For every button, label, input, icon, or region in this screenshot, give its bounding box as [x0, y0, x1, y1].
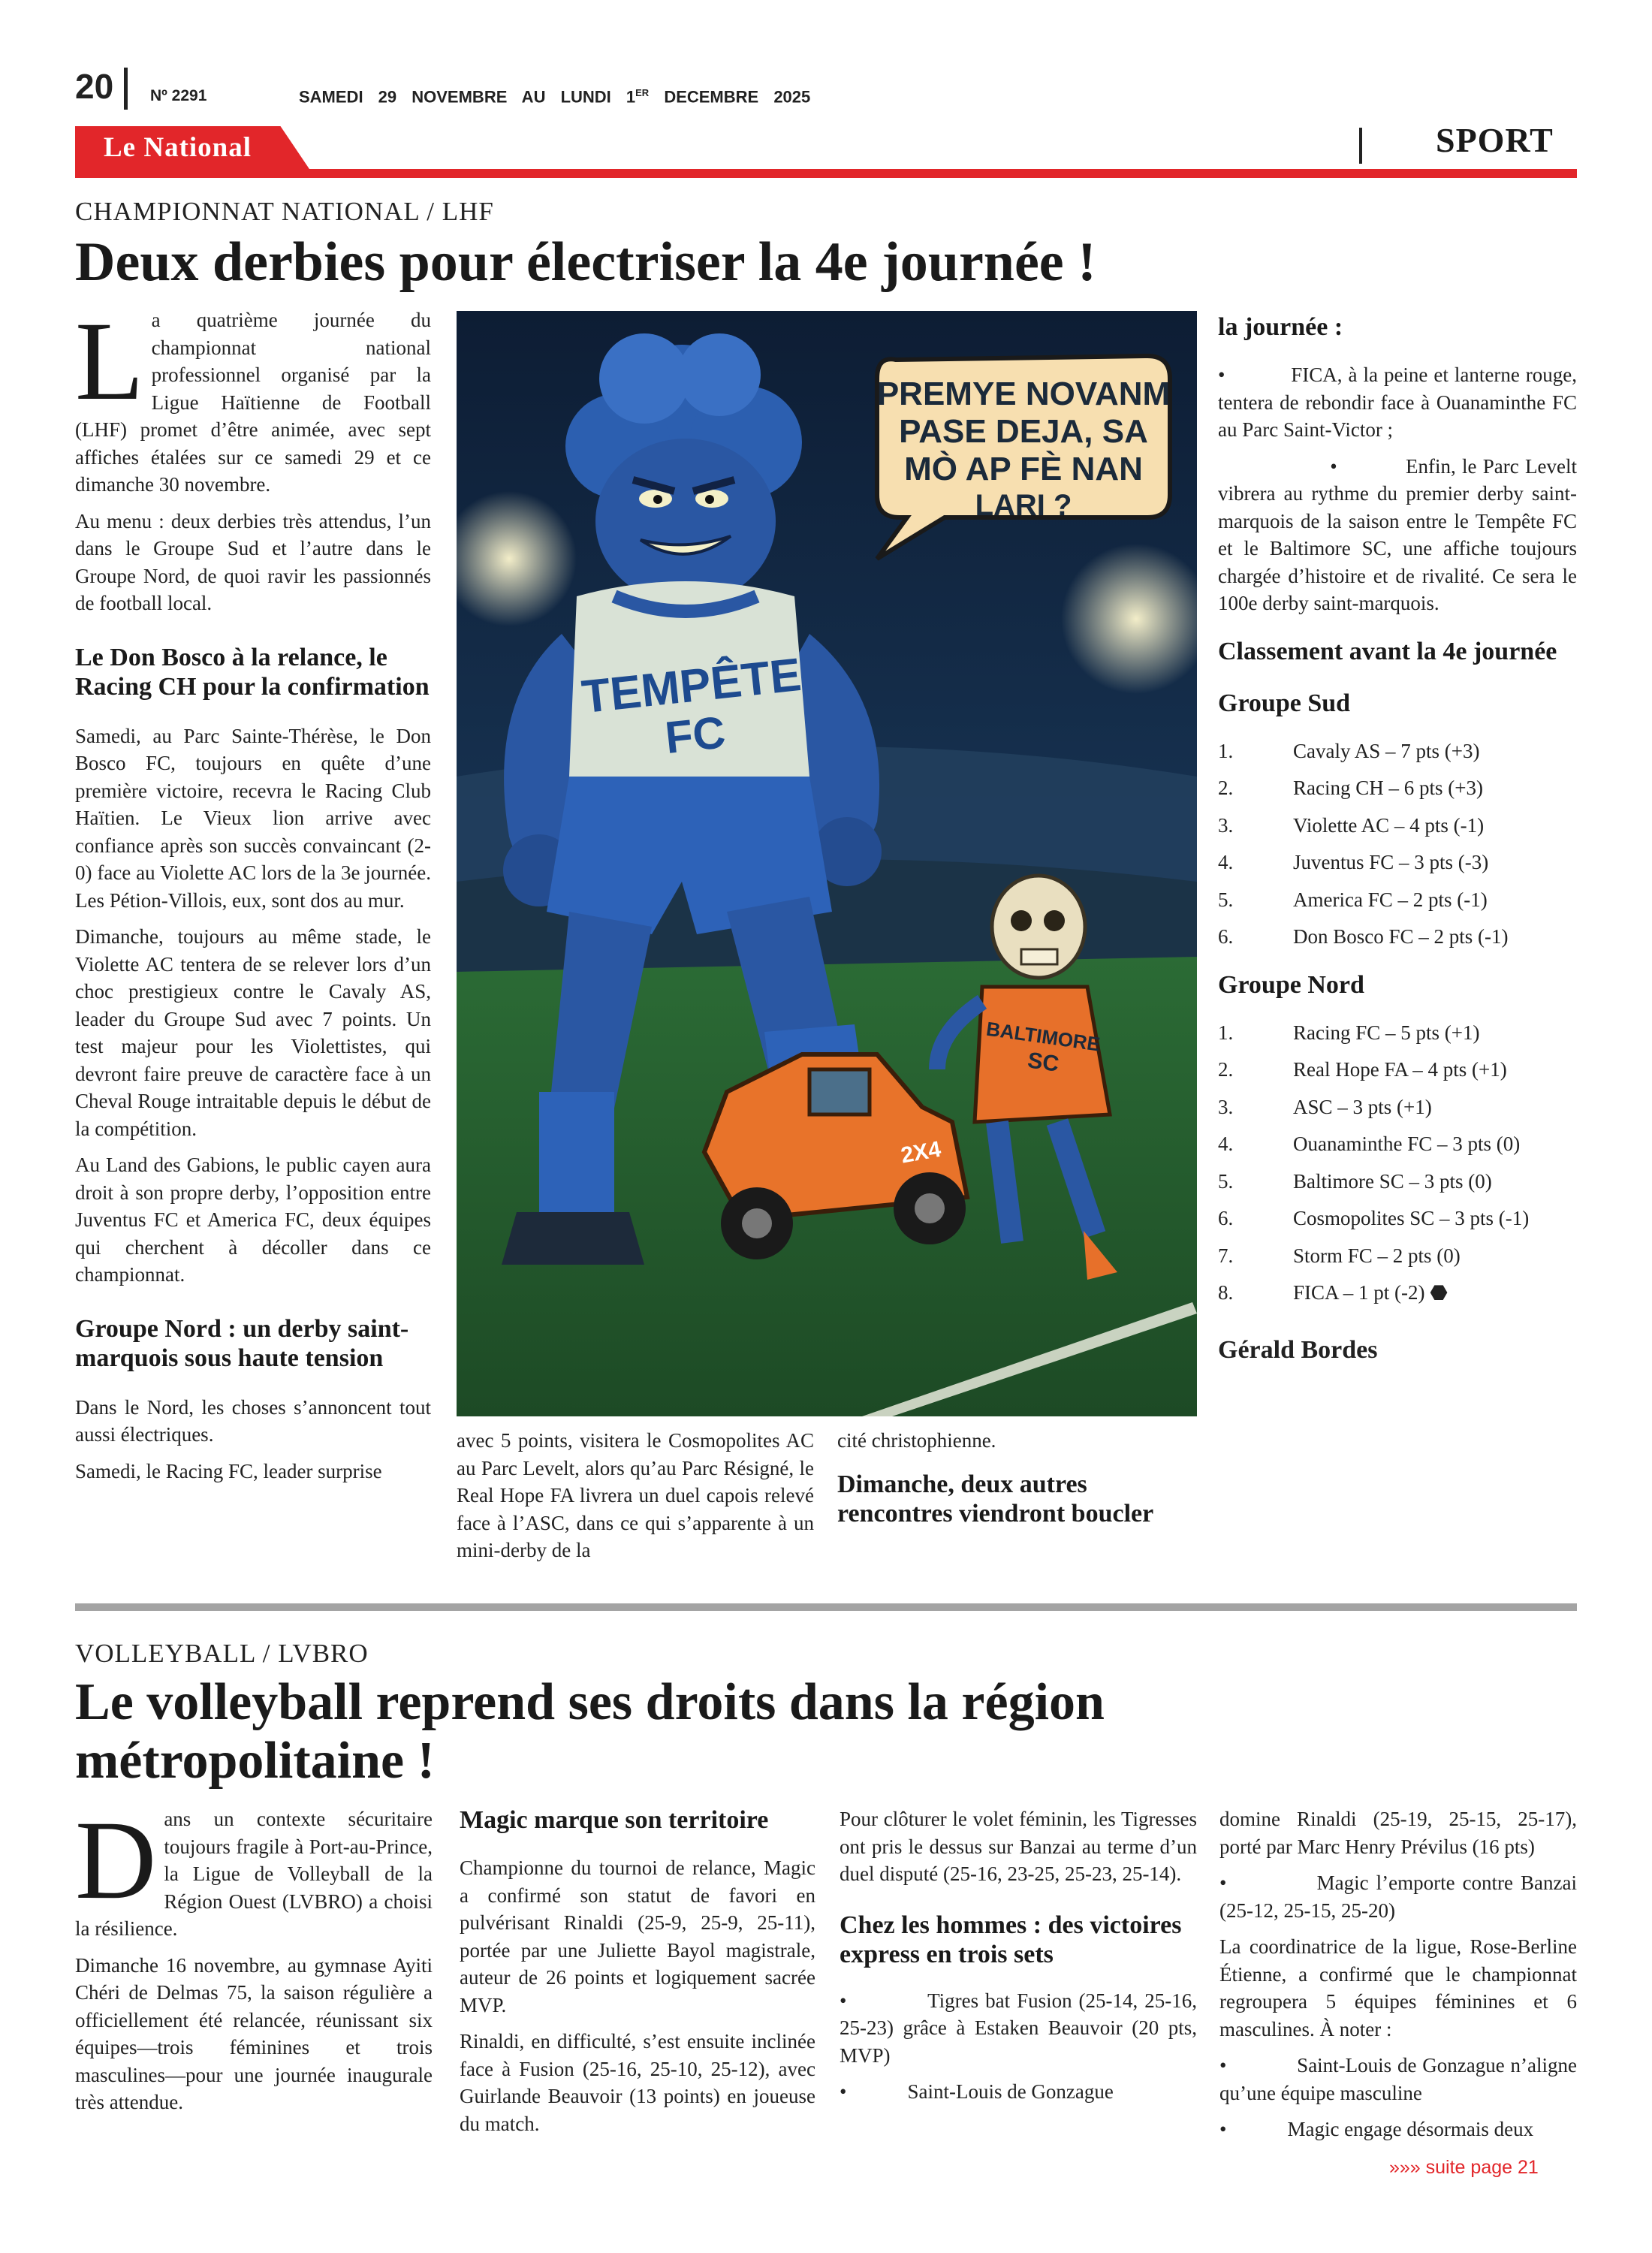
page-number: 20	[75, 67, 114, 106]
article1-author: Gérald Bordes	[1218, 1335, 1378, 1364]
rank-team: Cavaly AS – 7 pts (+3)	[1293, 739, 1480, 762]
rank-team: Violette AC – 4 pts (-1)	[1293, 813, 1485, 837]
issue-number: Nº 2291	[150, 87, 207, 104]
article2-bullet-2	[840, 2078, 1197, 2106]
article2-column-3	[840, 1805, 1197, 2115]
bullet-dot: •	[1219, 2118, 1227, 2140]
article1-dropcap: L	[75, 299, 144, 424]
article1-kicker: CHAMPIONNAT NATIONAL / LHF	[75, 197, 494, 226]
article2-p6: domine Rinaldi (25-19, 25-15, 25-17), porté par Marc Henry Prévilus (16 pts)	[1219, 1808, 1577, 1858]
article2-headline-line1: Le volleyball reprend ses droits dans la région	[75, 1673, 1105, 1731]
ranking-row	[1218, 923, 1577, 951]
article1-p4: Dimanche, toujours au même stade, le Violette AC tentera de se relever lors d’un choc prestigieux contre le Cavaly AS, leader du Groupe Sud avec 7 points. Un test majeur pour les Violettistes, qui devront faire preuve de caractère face à un Cheval Rouge intraitable depuis le début de la compétition.	[75, 925, 431, 1140]
bullet-dot: •	[1218, 363, 1225, 386]
article2-bullet-4	[1219, 2052, 1577, 2107]
rank-team: Real Hope FA – 4 pts (+1)	[1293, 1058, 1507, 1081]
shirt-text-baltimore: BALTIMORE	[984, 1017, 1102, 1056]
article1-p8: avec 5 points, visitera le Cosmopolites AC au Parc Levelt, alors qu’au Parc Résigné, le Real Hope FA livrera un duel capois relevé face à l’ASC, dans ce qui s’apparente à un mini-derby de la	[457, 1429, 814, 1561]
rank-number: 4.	[1218, 1133, 1234, 1155]
shirt-text-fc: FC	[662, 707, 728, 764]
article1-subhead-4: Classement avant la 4e journée	[1218, 637, 1557, 665]
article2-kicker: VOLLEYBALL / LVBRO	[75, 1639, 369, 1668]
rank-team: America FC – 2 pts (-1)	[1293, 888, 1488, 911]
groupe-nord-ranking	[1218, 1019, 1577, 1307]
article1-p3: Samedi, au Parc Sainte-Thérèse, le Don Bosco FC, toujours en quête d’une première victoire, recevra le Racing Club Haïtien. Le Vieux lion arrive avec confiance après son succès convaincant (2-0) face au Violette AC lors de la 3e journée. Les Pétion-Villois, eux, sont dos au mur.	[75, 724, 431, 912]
article2-column-2	[460, 1805, 815, 2146]
article2-dropcap: D	[75, 1798, 157, 1923]
article1-subhead-3-continued: la journée :	[1218, 313, 1343, 341]
rank-team: FICA – 1 pt (-2)	[1293, 1281, 1425, 1304]
ranking-row	[1218, 812, 1577, 840]
rank-team: Don Bosco FC – 2 pts (-1)	[1293, 925, 1509, 948]
article-separator	[75, 1603, 1577, 1611]
rank-team: Ouanaminthe FC – 3 pts (0)	[1293, 1133, 1521, 1155]
ranking-row	[1218, 849, 1577, 876]
ranking-row	[1218, 1130, 1577, 1158]
page-number-divider	[124, 68, 128, 110]
shirt-text-tempete: TEMPÊTE	[579, 648, 804, 724]
speech-line-1: PREMYE NOVANM	[876, 376, 1171, 412]
issue-date-part2: DECEMBRE 2025	[664, 87, 811, 107]
article1-column-1	[75, 299, 431, 1494]
ranking-row	[1218, 1279, 1577, 1307]
article1-column-4	[1218, 312, 1577, 1364]
ranking-row	[1218, 737, 1577, 765]
article1-bullet-2	[1218, 453, 1577, 617]
rank-number: 7.	[1218, 1244, 1234, 1267]
article1-p7: Samedi, le Racing FC, leader surprise	[75, 1459, 382, 1482]
article1-intro	[75, 299, 431, 499]
section-divider	[1359, 128, 1362, 164]
bullet-dot: •	[1218, 454, 1337, 478]
article2-p7: La coordinatrice de la ligue, Rose-Berline Étienne, a confirmé que le championnat regroupera 5 équipes féminines et 6 masculines. À noter :	[1219, 1935, 1577, 2040]
groupe-sud-ranking	[1218, 737, 1577, 951]
header-rule	[75, 169, 1577, 178]
continued-link[interactable]: »»» suite page 21	[1389, 2157, 1539, 2178]
speech-line-2: PASE DEJA, SA	[899, 413, 1148, 450]
article1-p9: cité christophienne.	[837, 1429, 996, 1452]
ranking-row	[1218, 1168, 1577, 1196]
article2-subhead-1: Magic marque son territoire	[460, 1806, 769, 1834]
ranking-row	[1218, 1019, 1577, 1047]
bullet-text: FICA, à la peine et lanterne rouge, tentera de rebondir face à Ouanaminthe FC au Parc Saint-Victor ;	[1218, 363, 1578, 441]
rank-number: 5.	[1218, 888, 1234, 911]
rank-number: 8.	[1218, 1281, 1234, 1304]
bullet-text: Saint-Louis de Gonzague n’aligne qu’une équipe masculine	[1219, 2054, 1577, 2104]
article2-p3: Championne du tournoi de relance, Magic a confirmé son statut de favori en pulvérisant Rinaldi (25-9, 25-9, 25-11), portée par une Juliette Bayol magistrale, auteur de 26 points et logiquement sacrée MVP.	[460, 1856, 815, 2016]
rank-number: 6.	[1218, 925, 1234, 948]
rank-team: Juventus FC – 3 pts (-3)	[1293, 851, 1489, 873]
rank-number: 1.	[1218, 1021, 1234, 1044]
jeep-text: 2X4	[899, 1136, 943, 1169]
article1-subhead-3: Dimanche, deux autres rencontres viendront boucler	[837, 1470, 1154, 1528]
ranking-row	[1218, 1242, 1577, 1270]
rank-team: Racing FC – 5 pts (+1)	[1293, 1021, 1480, 1044]
bullet-text: Magic engage désormais deux	[1287, 2118, 1534, 2140]
rank-number: 2.	[1218, 1058, 1234, 1081]
article1-p2: Au menu : deux derbies très attendus, l’un dans le Groupe Sud et l’autre dans le Groupe Nord, de quoi ravir les passionnés de football local.	[75, 509, 431, 614]
rank-number: 5.	[1218, 1169, 1234, 1193]
issue-date-superscript: ER	[635, 87, 650, 98]
rank-team: Racing CH – 6 pts (+3)	[1293, 777, 1483, 799]
groupe-sud-title: Groupe Sud	[1218, 689, 1351, 717]
ranking-row	[1218, 774, 1577, 802]
article2-p2: Dimanche 16 novembre, au gymnase Ayiti Chéri de Delmas 75, la saison régulière a officiellement été relancée, réunissant six équipes—trois féminines et trois masculines—pour une journée inaugurale très attendue.	[75, 1953, 433, 2113]
article1-p6: Dans le Nord, les choses s’annoncent tout aussi électriques.	[75, 1395, 431, 1446]
rank-team: ASC – 3 pts (+1)	[1293, 1095, 1432, 1118]
speech-line-3: MÒ AP FÈ NAN	[904, 451, 1143, 487]
article2-p1: ans un contexte sécuritaire toujours fragile à Port-au-Prince, la Ligue de Volleyball de la Région Ouest (LVBRO) a choisi la résilience.	[75, 1808, 433, 1940]
ranking-row	[1218, 886, 1577, 914]
rank-number: 1.	[1218, 739, 1234, 762]
bullet-dot: •	[1219, 1871, 1227, 1894]
issue-date-part1: SAMEDI 29 NOVEMBRE AU LUNDI 1	[299, 87, 636, 107]
article1-headline: Deux derbies pour électriser la 4e journée !	[75, 231, 1096, 293]
article1-column-3	[837, 1427, 1196, 1549]
article2-intro	[75, 1798, 433, 1943]
cartoon-svg	[457, 311, 1197, 1416]
article1-p5: Au Land des Gabions, le public cayen aura droit à son propre derby, l’opposition entre Juventus FC et America FC, deux équipes qui cherchent à décoller dans ce championnat.	[75, 1154, 431, 1286]
section-title: SPORT	[1436, 121, 1554, 159]
article2-column-1	[75, 1798, 433, 2125]
article1-bullet-1	[1218, 361, 1577, 444]
bullet-dot: •	[840, 1989, 847, 2012]
article2-headline	[75, 1673, 1577, 1790]
rank-number: 6.	[1218, 1207, 1234, 1229]
groupe-nord-title: Groupe Nord	[1218, 970, 1364, 999]
article2-subhead-2: Chez les hommes : des victoires express en trois sets	[840, 1911, 1182, 1968]
rank-team: Baltimore SC – 3 pts (0)	[1293, 1169, 1492, 1193]
rank-number: 2.	[1218, 777, 1234, 799]
speech-line-4: LARI ?	[975, 489, 1072, 522]
bullet-text: Tigres bat Fusion (25-14, 25-16, 25-23) grâce à Estaken Beauvoir (20 pts, MVP)	[840, 1989, 1198, 2067]
end-mark-icon: ⬣	[1430, 1281, 1448, 1304]
rank-team: Storm FC – 2 pts (0)	[1293, 1244, 1461, 1267]
illustration-cartoon	[457, 311, 1197, 1416]
article2-column-4	[1219, 1805, 1577, 2152]
article2-p5: Pour clôturer le volet féminin, les Tigresses ont pris le dessus sur Banzai au terme d’un duel disputé (25-16, 23-25, 25-23, 25-14).	[840, 1808, 1197, 1885]
ranking-row	[1218, 1056, 1577, 1084]
article1-p1: a quatrième journée du championnat national professionnel organisé par la Ligue Haïtienne de Football (LHF) promet d’être animée, avec sept affiches étalées sur ce samedi 29 et ce dimanche 30 novembre.	[75, 309, 431, 496]
bullet-dot: •	[1219, 2054, 1227, 2077]
article2-bullet-3	[1219, 1869, 1577, 1924]
rank-number: 3.	[1218, 1095, 1234, 1118]
article1-column-2	[457, 1427, 814, 1573]
article2-bullet-5	[1219, 2116, 1577, 2143]
bullet-text: Magic l’emporte contre Banzai (25-12, 25-15, 25-20)	[1219, 1871, 1578, 1922]
article2-headline-line2: métropolitaine !	[75, 1732, 435, 1790]
bullet-dot: •	[840, 2080, 847, 2103]
ranking-row	[1218, 1205, 1577, 1232]
rank-team: Cosmopolites SC – 3 pts (-1)	[1293, 1207, 1530, 1229]
ranking-row	[1218, 1093, 1577, 1121]
article1-subhead-2: Groupe Nord : un derby saint-marquois sous haute tension	[75, 1314, 409, 1372]
shirt-text-sc: SC	[1026, 1048, 1061, 1077]
bullet-text: Saint-Louis de Gonzague	[907, 2080, 1114, 2103]
issue-date	[299, 87, 810, 107]
article2-p4: Rinaldi, en difficulté, s’est ensuite inclinée face à Fusion (25-16, 25-10, 25-12), avec Guirlande Beauvoir (13 points) en joueuse du match.	[460, 2030, 815, 2135]
article1-subhead-1: Le Don Bosco à la relance, le Racing CH pour la confirmation	[75, 643, 430, 701]
brand-name: Le National	[104, 132, 252, 163]
rank-number: 3.	[1218, 813, 1234, 837]
rank-number: 4.	[1218, 851, 1234, 873]
bullet-text: Enfin, le Parc Levelt vibrera au rythme du premier derby saint-marquois de la saison entre le Tempête FC et le Baltimore SC, une affiche toujours chargée d’histoire et de rivalité. Ce sera le 100e derby saint-marquois.	[1218, 454, 1578, 614]
article2-bullet-1	[840, 1987, 1197, 2070]
